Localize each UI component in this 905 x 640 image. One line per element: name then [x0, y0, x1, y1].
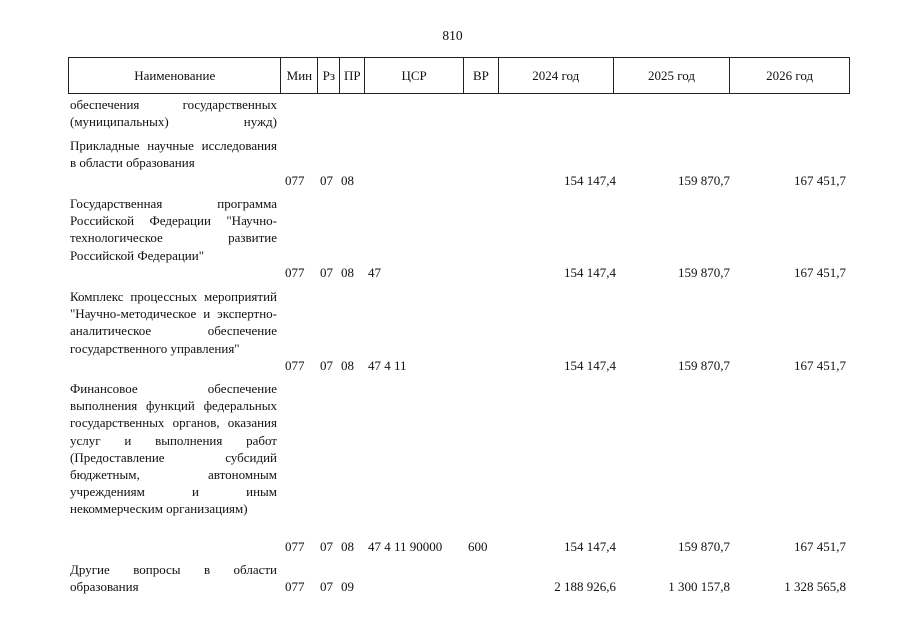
cell-2025: 159 870,7 [678, 265, 730, 280]
cell-2024: 154 147,4 [564, 358, 616, 373]
cell-2026: 1 328 565,8 [784, 579, 846, 594]
table-row [68, 96, 850, 131]
cell-2026: 167 451,7 [794, 265, 846, 280]
cell-2024: 2 188 926,6 [554, 579, 616, 594]
cell-csr: 47 4 11 [368, 358, 407, 373]
cell-2026: 167 451,7 [794, 539, 846, 554]
cell-rz: 07 [320, 579, 333, 594]
cell-rz: 07 [320, 265, 333, 280]
cell-2026: 167 451,7 [794, 173, 846, 188]
header-2025: 2025 год [614, 58, 731, 93]
cell-min: 077 [285, 358, 305, 373]
table-header [68, 57, 850, 94]
cell-pr: 08 [341, 539, 354, 554]
cell-pr: 08 [341, 265, 354, 280]
header-min: Мин [281, 58, 318, 93]
cell-2024: 154 147,4 [564, 265, 616, 280]
cell-rz: 07 [320, 539, 333, 554]
cell-pr: 08 [341, 358, 354, 373]
cell-rz: 07 [320, 173, 333, 188]
cell-vr: 600 [468, 539, 488, 554]
row-name: Прикладные научные исследования в области образования [70, 138, 277, 171]
header-csr: ЦСР [365, 58, 464, 93]
table-row [68, 561, 850, 595]
cell-min: 077 [285, 579, 305, 594]
cell-2024: 154 147,4 [564, 173, 616, 188]
cell-pr: 09 [341, 579, 354, 594]
cell-2025: 159 870,7 [678, 173, 730, 188]
cell-csr: 47 [368, 265, 381, 280]
row-name [70, 96, 277, 130]
cell-pr: 08 [341, 173, 354, 188]
row-name-text: обеспечения государственных (муниципальных) нужд) [70, 97, 277, 130]
header-pr: ПР [340, 58, 365, 93]
cell-min: 077 [285, 265, 305, 280]
table-row [68, 288, 850, 374]
cell-min: 077 [285, 539, 305, 554]
header-name: Наименование [69, 58, 281, 93]
cell-csr: 47 4 11 90000 [368, 539, 443, 554]
header-2026: 2026 год [766, 67, 814, 83]
header-rz: Рз [318, 58, 340, 93]
row-name: Государственная программа Российской Федерации "Научно-технологическое развитие Российской Федерации" [70, 196, 277, 263]
cell-min: 077 [285, 173, 305, 188]
cell-2026: 167 451,7 [794, 358, 846, 373]
row-name: Комплекс процессных мероприятий "Научно-методическое и экспертно-аналитическое обеспечение государственного управления" [70, 289, 277, 356]
header-2024: 2024 год [499, 58, 614, 93]
table-row [68, 380, 850, 555]
page-number: 810 [442, 28, 463, 43]
row-name: Финансовое обеспечение выполнения функций федеральных государственных органов, оказания услуг и выполнения работ (Предоставление субсидий бюджетным, автономным учреждениям и иным некоммерческим организациям) [70, 381, 277, 517]
table-row [68, 137, 850, 189]
table-row [68, 195, 850, 281]
row-name: Другие вопросы в области образования [70, 562, 277, 595]
cell-2024: 154 147,4 [564, 539, 616, 554]
header-vr: ВР [464, 58, 499, 93]
cell-rz: 07 [320, 358, 333, 373]
cell-2025: 159 870,7 [678, 358, 730, 373]
cell-2025: 1 300 157,8 [668, 579, 730, 594]
cell-2025: 159 870,7 [678, 539, 730, 554]
